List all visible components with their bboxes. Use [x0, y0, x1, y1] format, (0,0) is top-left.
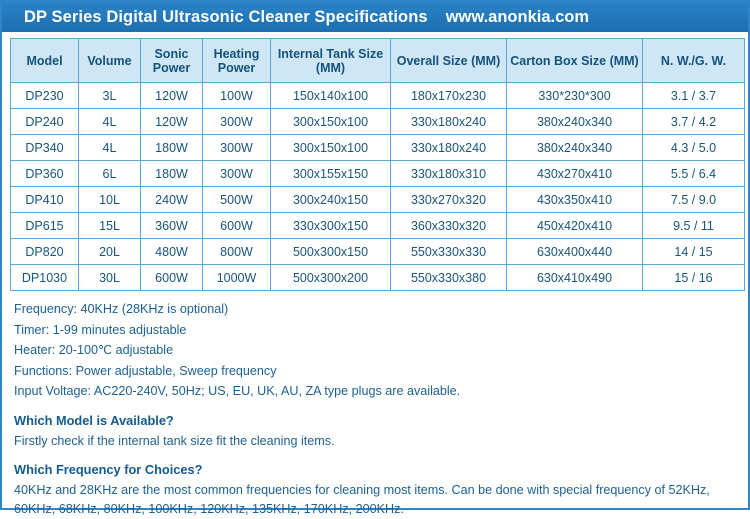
cell-carton-box-size: 330*230*300	[507, 83, 643, 109]
cell-sonic-power: 600W	[141, 265, 203, 291]
cell-heating-power: 800W	[203, 239, 271, 265]
cell-model: DP340	[11, 135, 79, 161]
cell-sonic-power: 240W	[141, 187, 203, 213]
cell-volume: 10L	[79, 187, 141, 213]
column-header-carton-box-size: Carton Box Size (MM)	[507, 39, 643, 83]
faq-question-frequency: Which Frequency for Choices?	[14, 461, 203, 477]
note-frequency: Frequency: 40KHz (28KHz is optional)	[14, 302, 229, 316]
cell-internal-tank-size: 150x140x100	[271, 83, 391, 109]
cell-overall-size: 550x330x330	[391, 239, 507, 265]
cell-model: DP820	[11, 239, 79, 265]
cell-model: DP240	[11, 109, 79, 135]
cell-heating-power: 100W	[203, 83, 271, 109]
cell-internal-tank-size: 300x150x100	[271, 135, 391, 161]
cell-volume: 30L	[79, 265, 141, 291]
spec-table-head	[11, 39, 745, 83]
faq-section	[2, 411, 748, 519]
cell-net-gross-weight: 4.3 / 5.0	[643, 135, 745, 161]
cell-heating-power: 600W	[203, 213, 271, 239]
cell-overall-size: 330x180x240	[391, 109, 507, 135]
cell-sonic-power: 120W	[141, 83, 203, 109]
note-input-voltage: Input Voltage: AC220-240V, 50Hz; US, EU, UK, AU, ZA type plugs are available.	[14, 384, 461, 398]
cell-carton-box-size: 430x270x410	[507, 161, 643, 187]
cell-heating-power: 1000W	[203, 265, 271, 291]
cell-volume: 4L	[79, 135, 141, 161]
note-functions: Functions: Power adjustable, Sweep frequency	[14, 363, 277, 378]
cell-net-gross-weight: 3.1 / 3.7	[643, 83, 745, 109]
cell-heating-power: 300W	[203, 135, 271, 161]
cell-internal-tank-size: 330x300x150	[271, 213, 391, 239]
cell-internal-tank-size: 500x300x150	[271, 239, 391, 265]
cell-internal-tank-size: 300x150x100	[271, 109, 391, 135]
general-notes	[2, 291, 748, 402]
cell-model: DP1030	[11, 265, 79, 291]
page-title: DP Series Digital Ultrasonic Cleaner Specifications	[24, 7, 428, 26]
spec-table	[10, 38, 745, 291]
page-header	[2, 2, 748, 32]
cell-internal-tank-size: 300x240x150	[271, 187, 391, 213]
cell-model: DP230	[11, 83, 79, 109]
cell-volume: 4L	[79, 109, 141, 135]
faq-question-model: Which Model is Available?	[14, 412, 174, 428]
table-row	[11, 135, 745, 161]
cell-heating-power: 500W	[203, 187, 271, 213]
website-label: www.anonkia.com	[445, 7, 590, 26]
faq-answer-model: Firstly check if the internal tank size fit the cleaning items.	[14, 433, 335, 448]
column-header-sonic-power: Sonic Power	[141, 39, 203, 83]
table-row	[11, 187, 745, 213]
cell-sonic-power: 180W	[141, 161, 203, 187]
cell-overall-size: 330x180x310	[391, 161, 507, 187]
column-header-model: Model	[11, 39, 79, 83]
cell-carton-box-size: 430x350x410	[507, 187, 643, 213]
spec-table-container	[2, 32, 748, 291]
cell-overall-size: 330x270x320	[391, 187, 507, 213]
cell-volume: 6L	[79, 161, 141, 187]
cell-net-gross-weight: 3.7 / 4.2	[643, 109, 745, 135]
column-header-internal-tank-size: Internal Tank Size (MM)	[271, 39, 391, 83]
cell-sonic-power: 180W	[141, 135, 203, 161]
note-heater: Heater: 20-100℃ adjustable	[14, 343, 174, 357]
table-row	[11, 161, 745, 187]
cell-carton-box-size: 450x420x410	[507, 213, 643, 239]
cell-carton-box-size: 630x400x440	[507, 239, 643, 265]
cell-carton-box-size: 630x410x490	[507, 265, 643, 291]
cell-sonic-power: 360W	[141, 213, 203, 239]
cell-carton-box-size: 380x240x340	[507, 135, 643, 161]
cell-net-gross-weight: 7.5 / 9.0	[643, 187, 745, 213]
table-row	[11, 239, 745, 265]
table-row	[11, 213, 745, 239]
cell-net-gross-weight: 14 / 15	[643, 239, 745, 265]
cell-overall-size: 330x180x240	[391, 135, 507, 161]
cell-model: DP410	[11, 187, 79, 213]
cell-net-gross-weight: 5.5 / 6.4	[643, 161, 745, 187]
cell-overall-size: 550x330x380	[391, 265, 507, 291]
cell-model: DP360	[11, 161, 79, 187]
cell-internal-tank-size: 300x155x150	[271, 161, 391, 187]
column-header-net-gross-weight: N. W./G. W.	[643, 39, 745, 83]
cell-model: DP615	[11, 213, 79, 239]
cell-net-gross-weight: 9.5 / 11	[643, 213, 745, 239]
spec-table-body	[11, 83, 745, 291]
cell-volume: 15L	[79, 213, 141, 239]
cell-heating-power: 300W	[203, 161, 271, 187]
cell-carton-box-size: 380x240x340	[507, 109, 643, 135]
table-header-row	[11, 39, 745, 83]
cell-volume: 3L	[79, 83, 141, 109]
cell-internal-tank-size: 500x300x200	[271, 265, 391, 291]
table-row	[11, 109, 745, 135]
cell-sonic-power: 120W	[141, 109, 203, 135]
cell-heating-power: 300W	[203, 109, 271, 135]
note-timer: Timer: 1-99 minutes adjustable	[14, 322, 187, 337]
table-row	[11, 265, 745, 291]
column-header-volume: Volume	[79, 39, 141, 83]
column-header-overall-size: Overall Size (MM)	[391, 39, 507, 83]
cell-overall-size: 360x330x320	[391, 213, 507, 239]
cell-sonic-power: 480W	[141, 239, 203, 265]
cell-overall-size: 180x170x230	[391, 83, 507, 109]
faq-answer-frequency: 40KHz and 28KHz are the most common frequencies for cleaning most items. Can be done with special frequency of 52KHz, 60KHz, 68KHz, 80KHz, 100KHz, 120KHz, 135KHz, 170KHz, 200KHz.	[14, 482, 710, 516]
cell-volume: 20L	[79, 239, 141, 265]
column-header-heating-power: Heating Power	[203, 39, 271, 83]
table-row	[11, 83, 745, 109]
cell-net-gross-weight: 15 / 16	[643, 265, 745, 291]
